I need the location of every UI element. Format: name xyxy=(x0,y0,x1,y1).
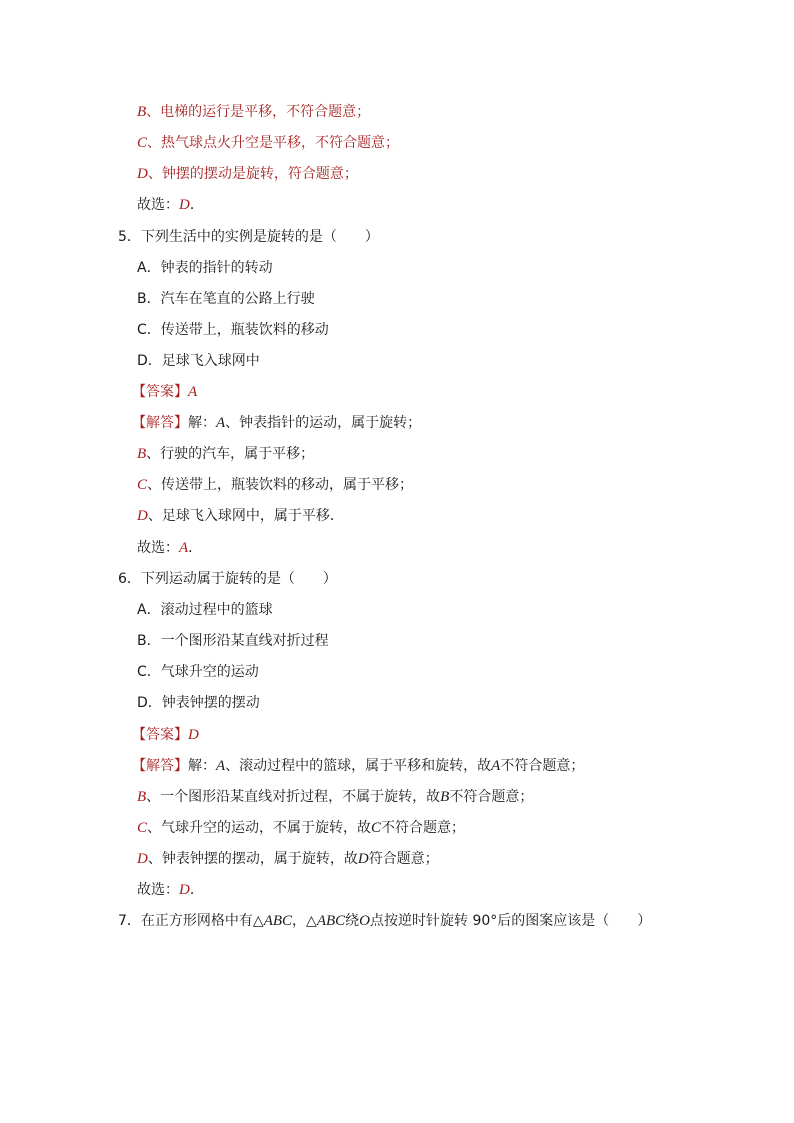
q5-analysis-d: D、足球飞入球网中，属于平移． xyxy=(137,508,344,524)
q5-option-b: B．汽车在笔直的公路上行驶 xyxy=(137,291,315,307)
q5-option-a: A．钟表的指针的转动 xyxy=(137,260,273,276)
q4-analysis-b: B、电梯的运行是平移，不符合题意； xyxy=(137,104,371,120)
q6-analysis: 【解答】解：A、滚动过程中的篮球，属于平移和旋转，故A不符合题意； xyxy=(132,758,585,774)
q5-analysis: 【解答】解：A、钟表指针的运动，属于旋转； xyxy=(132,415,422,431)
option-letter: D xyxy=(137,166,148,182)
q5-option-d: D．足球飞入球网中 xyxy=(137,353,260,369)
q4-choose: 故选：D． xyxy=(137,197,204,213)
q5-analysis-b: B、行驶的汽车，属于平移； xyxy=(137,446,315,462)
q6-option-a: A．滚动过程中的篮球 xyxy=(137,602,273,618)
q4-analysis-c: C、热气球点火升空是平移，不符合题意； xyxy=(137,135,400,151)
q6-option-d: D．钟表钟摆的摆动 xyxy=(137,695,260,711)
q6-option-c: C．气球升空的运动 xyxy=(137,664,259,680)
q6-analysis-c: C、气球升空的运动，不属于旋转，故C不符合题意； xyxy=(137,820,466,836)
q5-choose: 故选：A． xyxy=(137,540,203,556)
option-letter: C xyxy=(137,135,148,151)
q5-answer: 【答案】A xyxy=(132,384,198,400)
q5-stem: 5．下列生活中的实例是旋转的是（ ） xyxy=(118,229,379,245)
q6-option-b: B．一个图形沿某直线对折过程 xyxy=(137,633,329,649)
q5-option-c: C．传送带上，瓶装饮料的移动 xyxy=(137,322,329,338)
q6-choose: 故选：D． xyxy=(137,882,204,898)
q7-stem: 7．在正方形网格中有△ABC，△ABC绕O点按逆时针旋转 90°后的图案应该是（ ） xyxy=(118,913,652,929)
option-letter: B xyxy=(137,104,147,120)
q4-analysis-d: D、钟摆的摆动是旋转，符合题意； xyxy=(137,166,358,182)
q6-analysis-d: D、钟表钟摆的摆动，属于旋转，故D符合题意； xyxy=(137,851,439,867)
q6-stem: 6．下列运动属于旋转的是（ ） xyxy=(118,571,337,587)
q5-analysis-c: C、传送带上，瓶装饮料的移动，属于平移； xyxy=(137,477,414,493)
q6-analysis-b: B、一个图形沿某直线对折过程，不属于旋转，故B不符合题意； xyxy=(137,789,534,805)
q6-answer: 【答案】D xyxy=(132,727,199,743)
